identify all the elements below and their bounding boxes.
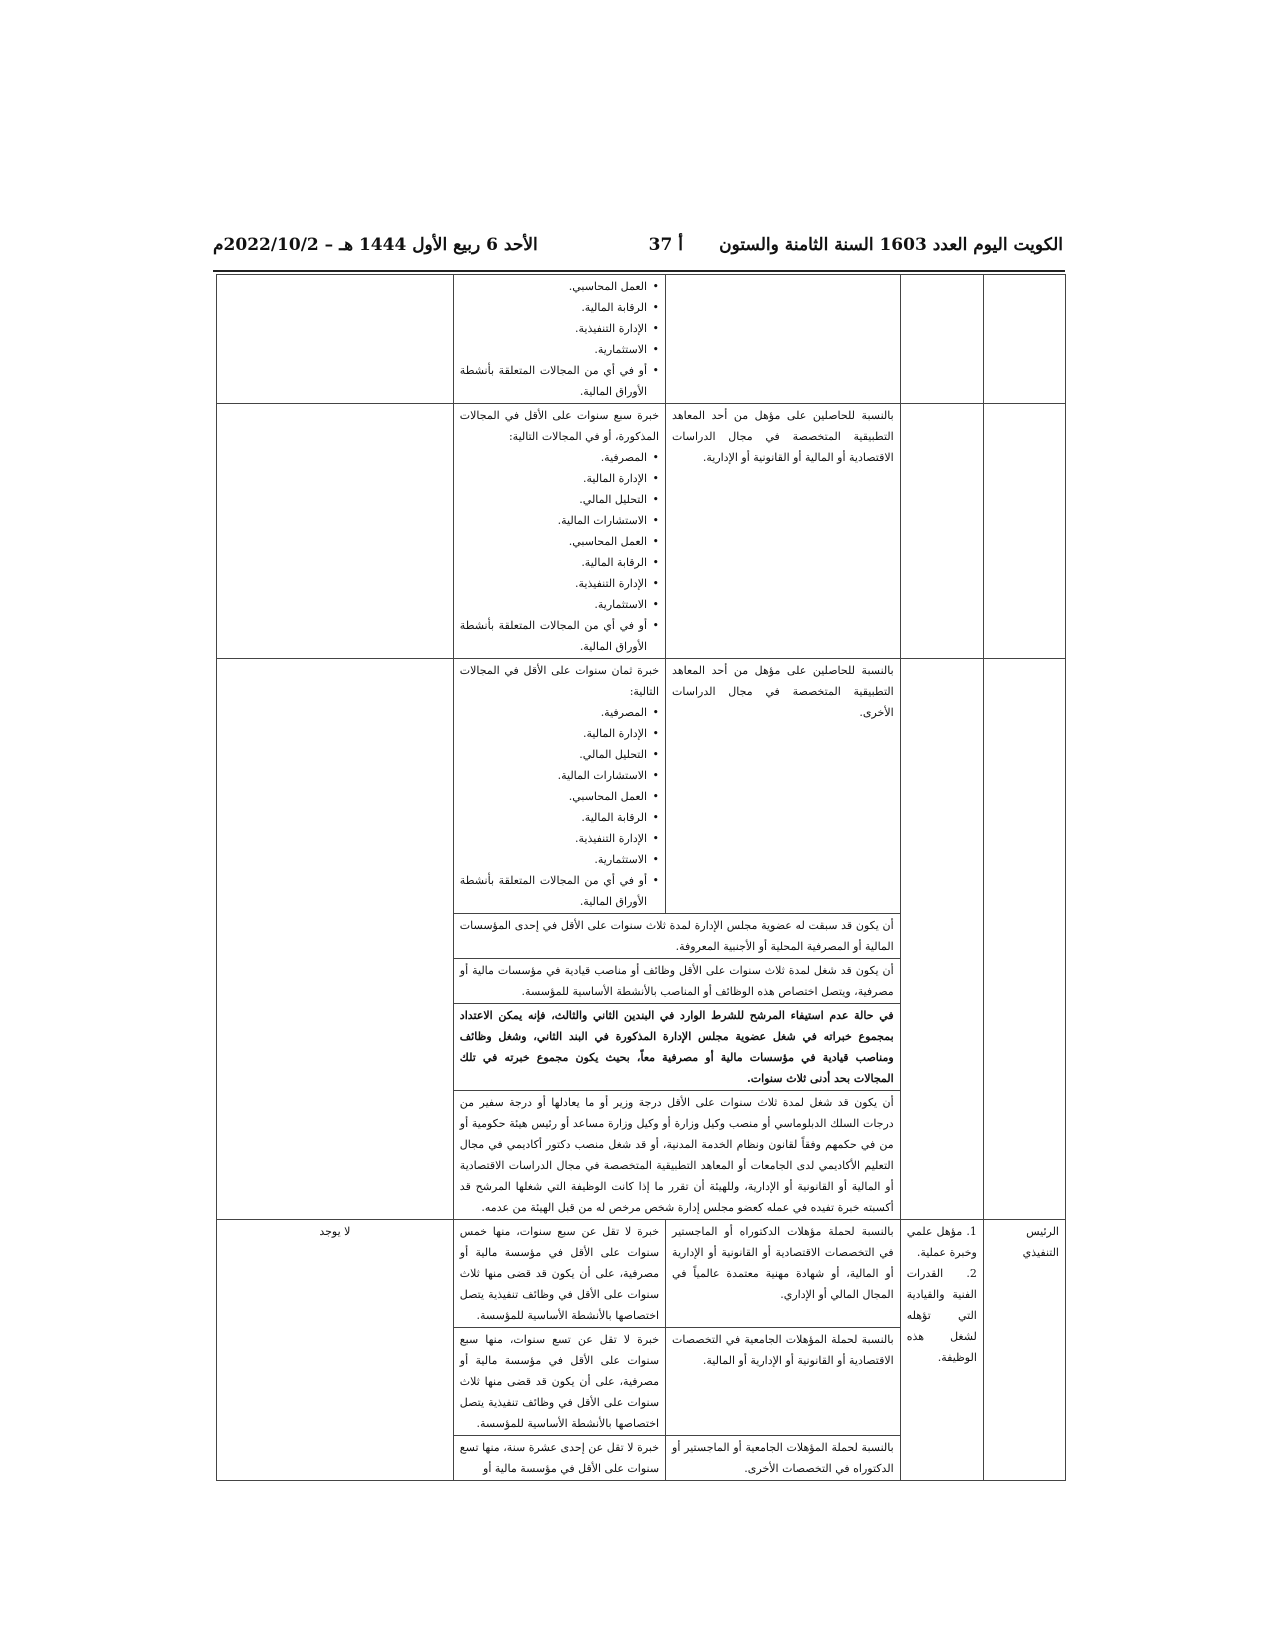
table-row — [217, 1220, 1066, 1328]
experience-text: خبرة سبع سنوات على الأقل في المجالات المذكورة، أو في المجالات التالية: — [459, 409, 660, 443]
table-row — [217, 404, 1066, 659]
requirement-item: 1. مؤهل علمي وخبرة عملية. — [906, 1225, 977, 1259]
table-row — [217, 275, 1066, 404]
experience-text: خبرة ثمان سنوات على الأقل في المجالات التالية: — [459, 664, 660, 698]
requirements-cell — [900, 659, 983, 1220]
requirements-cell — [900, 275, 983, 404]
table-row — [217, 659, 1066, 914]
experience-cell — [453, 275, 665, 404]
position-cell — [983, 659, 1065, 1220]
list-item: • العمل المحاسبي. — [460, 531, 659, 552]
experience-cell: خبرة لا تقل عن تسع سنوات، منها سبع سنوات على الأقل في مؤسسة مالية أو مصرفية، على أن يكون قد قضى منها ثلاث سنوات على الأقل في وظائف تنفيذية يتصل اختصاصها بالأنشطة الأساسية للمؤسسة. — [453, 1328, 665, 1436]
list-item: • العمل المحاسبي. — [460, 786, 659, 807]
merged-condition: أن يكون قد سبقت له عضوية مجلس الإدارة لمدة ثلاث سنوات على الأقل في إحدى المؤسسات المالية أو المصرفية المحلية أو الأجنبية المعروفة. — [453, 914, 900, 959]
issue-date: الأحد 6 ربيع الأول 1444 هـ – 2022/10/2م — [213, 235, 538, 255]
requirements-table — [216, 274, 1066, 1481]
qualification-cell: بالنسبة للحاصلين على مؤهل من أحد المعاهد التطبيقية المتخصصة في مجال الدراسات الاقتصادية أو المالية أو القانونية أو الإدارية. — [666, 404, 901, 659]
list-item: • الاستشارات المالية. — [460, 765, 659, 786]
qualification-cell: بالنسبة لحملة المؤهلات الجامعية في التخصصات الاقتصادية أو القانونية أو الإدارية أو المالية. — [666, 1328, 901, 1436]
list-item: • المصرفية. — [460, 702, 659, 723]
list-item: • الاستشارات المالية. — [460, 510, 659, 531]
list-item: • أو في أي من المجالات المتعلقة بأنشطة الأوراق المالية. — [460, 360, 659, 402]
list-item: • الإدارة المالية. — [460, 723, 659, 744]
exception-cell — [217, 275, 454, 404]
header-rule — [213, 270, 1065, 272]
list-item: • الإدارة التنفيذية. — [460, 318, 659, 339]
list-item: • الإدارة التنفيذية. — [460, 573, 659, 594]
qualification-cell: بالنسبة لحملة مؤهلات الدكتوراه أو الماجستير في التخصصات الاقتصادية أو القانونية أو الإدارية أو المالية، أو شهادة مهنية معتمدة عالمياً في المجال المالي أو الإداري. — [666, 1220, 901, 1328]
qualification-cell: بالنسبة للحاصلين على مؤهل من أحد المعاهد التطبيقية المتخصصة في مجال الدراسات الأخرى. — [666, 659, 901, 914]
qualification-cell — [666, 275, 901, 404]
field-list — [460, 276, 659, 402]
exception-cell — [217, 404, 454, 659]
experience-cell: خبرة لا تقل عن إحدى عشرة سنة، منها تسع سنوات على الأقل في مؤسسة مالية أو — [453, 1436, 665, 1481]
experience-cell — [453, 659, 665, 914]
list-item: • الاستثمارية. — [460, 594, 659, 615]
list-item: • الرقابة المالية. — [460, 552, 659, 573]
experience-cell — [453, 404, 665, 659]
position-cell — [983, 275, 1065, 404]
merged-condition: أن يكون قد شغل لمدة ثلاث سنوات على الأقل درجة وزير أو ما يعادلها أو درجة سفير من درجات السلك الدبلوماسي أو منصب وكيل وزارة أو وكيل وزارة مساعد أو رئيس هيئة حكومية أو من في حكمهم وفقاً لقانون ونظام الخدمة المدنية، أو قد شغل منصب دكتور أكاديمي في مجال التعليم الأكاديمي لدى الجامعات أو المعاهد التطبيقية المتخصصة في مجال الدراسات الاقتصادية أو المالية أو القانونية أو الإدارية، وللهيئة أن تقرر ما إذا كانت الوظيفة التي شغلها المرشح قد أكسبته خبرة تفيده في عمله كعضو مجلس إدارة شخص مرخص له من قبل الهيئة من عدمه. — [453, 1091, 900, 1220]
position-title: الرئيس التنفيذي — [983, 1220, 1065, 1481]
requirements-cell — [900, 404, 983, 659]
list-item: • الرقابة المالية. — [460, 297, 659, 318]
list-item: • الاستثمارية. — [460, 849, 659, 870]
merged-condition: أن يكون قد شغل لمدة ثلاث سنوات على الأقل وظائف أو مناصب قيادية في مؤسسات مالية أو مصرفية، ويتصل اختصاص هذه الوظائف أو المناصب بالأنشطة الأساسية للمؤسسة. — [453, 959, 900, 1004]
experience-cell: خبرة لا تقل عن سبع سنوات، منها خمس سنوات على الأقل في مؤسسة مالية أو مصرفية، على أن يكون قد قضى منها ثلاث سنوات على الأقل في وظائف تنفيذية يتصل اختصاصها بالأنشطة الأساسية للمؤسسة. — [453, 1220, 665, 1328]
exception-cell: لا يوجد — [217, 1220, 454, 1481]
list-item: • المصرفية. — [460, 447, 659, 468]
list-item: • الرقابة المالية. — [460, 807, 659, 828]
list-item: • الاستثمارية. — [460, 339, 659, 360]
list-item: • التحليل المالي. — [460, 489, 659, 510]
page-number: أ 37 — [648, 235, 683, 255]
position-cell — [983, 404, 1065, 659]
list-item: • أو في أي من المجالات المتعلقة بأنشطة الأوراق المالية. — [460, 615, 659, 657]
gazette-title: الكويت اليوم العدد 1603 السنة الثامنة والستون — [719, 235, 1063, 255]
merged-condition: في حالة عدم استيفاء المرشح للشرط الوارد في البندين الثاني والثالث، فإنه يمكن الاعتداد بمجموع خبراته في شغل عضوية مجلس الإدارة المذكورة في البند الثاني، وشغل وظائف ومناصب قيادية في مؤسسات مالية أو مصرفية معاً، بحيث يكون مجموع خبرته في تلك المجالات بحد أدنى ثلاث سنوات. — [453, 1004, 900, 1091]
page-header — [213, 235, 1063, 265]
list-item: • العمل المحاسبي. — [460, 276, 659, 297]
field-list — [460, 447, 659, 657]
qualification-cell: بالنسبة لحملة المؤهلات الجامعية أو الماجستير أو الدكتوراه في التخصصات الأخرى. — [666, 1436, 901, 1481]
exception-cell — [217, 659, 454, 1220]
list-item: • أو في أي من المجالات المتعلقة بأنشطة الأوراق المالية. — [460, 870, 659, 912]
requirement-item: 2. القدرات الفنية والقيادية التي تؤهله لشغل هذه الوظيفة. — [906, 1267, 977, 1364]
list-item: • التحليل المالي. — [460, 744, 659, 765]
list-item: • الإدارة المالية. — [460, 468, 659, 489]
list-item: • الإدارة التنفيذية. — [460, 828, 659, 849]
field-list — [460, 702, 659, 912]
requirements-cell — [900, 1220, 983, 1481]
